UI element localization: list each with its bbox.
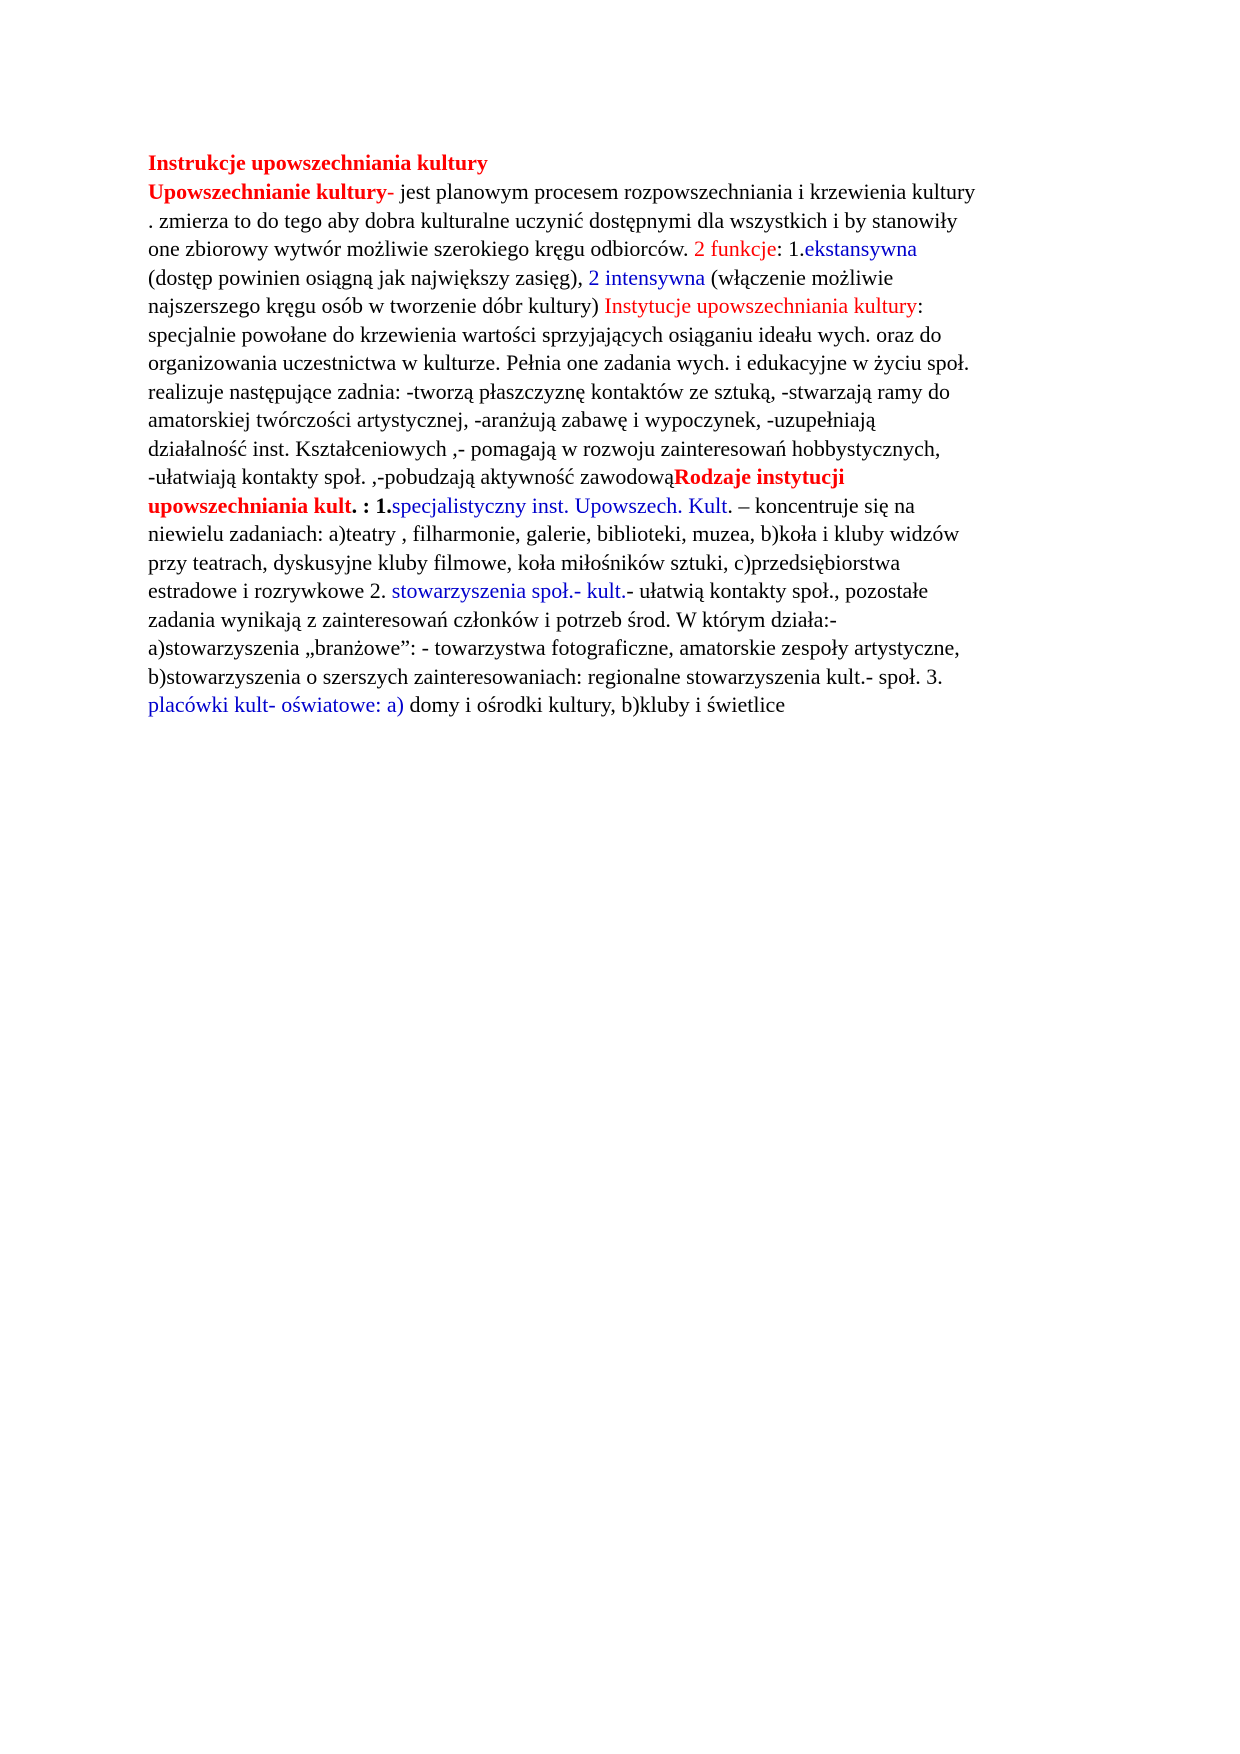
text-run: realizuje następujące zadnia: -tworzą płaszczyznę kontaktów ze sztuką, -stwarzają ramy do bbox=[148, 378, 950, 404]
text-run: organizowania uczestnictwa w kulturze. Pełnia one zadania wych. i edukacyjne w życiu społ. bbox=[148, 350, 970, 375]
text-run: najszerszego kręgu osób w tworzenie dóbr kultury) bbox=[148, 293, 605, 318]
text-run: 2 intensywna bbox=[588, 264, 706, 290]
document-title: Instrukcje upowszechniania kultury bbox=[148, 150, 488, 175]
text-run: zadania wynikają z zainteresowań członków i potrzeb środ. W którym działa:- bbox=[148, 606, 837, 632]
text-line bbox=[148, 435, 1093, 464]
text-run: jest planowym procesem rozpowszechniania i krzewienia kultury bbox=[399, 179, 976, 204]
text-line bbox=[148, 235, 1093, 264]
text-run: -ułatwiają kontakty społ. ,-pobudzają aktywność zawodową bbox=[148, 464, 675, 489]
text-run: a)stowarzyszenia „branżowe”: - towarzystwa fotograficzne, amatorskie zespoły artystyczne, bbox=[148, 635, 960, 660]
text-run: działalność inst. Kształceniowych ,- pomagają w rozwoju zainteresowań hobbystycznych, bbox=[148, 435, 941, 461]
text-line bbox=[148, 349, 1093, 378]
text-run: b)stowarzyszenia o szerszych zainteresowaniach: regionalne stowarzyszenia kult.- społ. 3. bbox=[148, 663, 943, 689]
text-run: upowszechniania kult bbox=[148, 492, 352, 518]
text-run: . zmierza to do tego aby dobra kulturalne uczynić dostępnymi dla wszystkich i by stanowiły bbox=[148, 207, 958, 233]
text-line bbox=[148, 378, 1093, 407]
text-line bbox=[148, 520, 1093, 549]
text-line bbox=[148, 207, 1093, 236]
text-run: placówki kult- oświatowe: a) bbox=[148, 692, 404, 717]
text-run: specjalnie powołane do krzewienia wartości sprzyjających osiąganiu ideału wych. oraz do bbox=[148, 321, 942, 347]
text-line bbox=[148, 264, 1093, 293]
text-run: : 1. bbox=[776, 236, 805, 261]
text-run: stowarzyszenia społ.- kult. bbox=[391, 578, 627, 603]
text-line bbox=[148, 691, 1093, 720]
text-run: Instytucje upowszechniania kultury bbox=[604, 293, 918, 318]
text-run: one zbiorowy wytwór możliwie szerokiego kręgu odbiorców. bbox=[148, 236, 694, 261]
text-line bbox=[148, 634, 1093, 663]
text-run: specjalistyczny inst. Upowszech. Kult bbox=[391, 492, 728, 518]
text-line bbox=[148, 492, 1093, 521]
text-run: - ułatwią kontakty społ., pozostałe bbox=[626, 578, 929, 603]
text-line bbox=[148, 406, 1093, 435]
text-line bbox=[148, 292, 1093, 321]
text-line bbox=[148, 463, 1093, 492]
document-body bbox=[148, 178, 1093, 720]
text-run: amatorskiej twórczości artystycznej, -aranżują zabawę i wypoczynek, -uzupełniają bbox=[148, 407, 876, 432]
text-run: domy i ośrodki kultury, b)kluby i świetlice bbox=[404, 692, 786, 717]
text-line bbox=[148, 663, 1093, 692]
text-run: Rodzaje instytucji bbox=[674, 464, 845, 489]
text-run: przy teatrach, dyskusyjne kluby filmowe, koła miłośników sztuki, c)przedsiębiorstwa bbox=[148, 549, 901, 575]
text-run: . – koncentruje się na bbox=[727, 492, 915, 518]
text-line bbox=[148, 321, 1093, 350]
text-run: (dostęp powinien osiągną jak największy zasięg), bbox=[148, 264, 589, 290]
text-line bbox=[148, 577, 1093, 606]
text-line bbox=[148, 606, 1093, 635]
text-run: estradowe i rozrywkowe 2. bbox=[148, 578, 392, 603]
text-line bbox=[148, 549, 1093, 578]
text-run: ekstansywna bbox=[804, 236, 917, 261]
text-line bbox=[148, 178, 1093, 207]
text-run: 2 funkcje bbox=[693, 236, 777, 261]
text-run: - bbox=[386, 179, 400, 204]
text-run: : bbox=[917, 293, 924, 318]
text-run: niewielu zadaniach: a)teatry , filharmonie, galerie, biblioteki, muzea, b)koła i kluby widzów bbox=[148, 521, 960, 546]
text-run: (włączenie możliwie bbox=[705, 264, 894, 290]
text-run: Upowszechnianie kultury bbox=[148, 179, 387, 204]
text-run: . : 1. bbox=[351, 492, 392, 518]
